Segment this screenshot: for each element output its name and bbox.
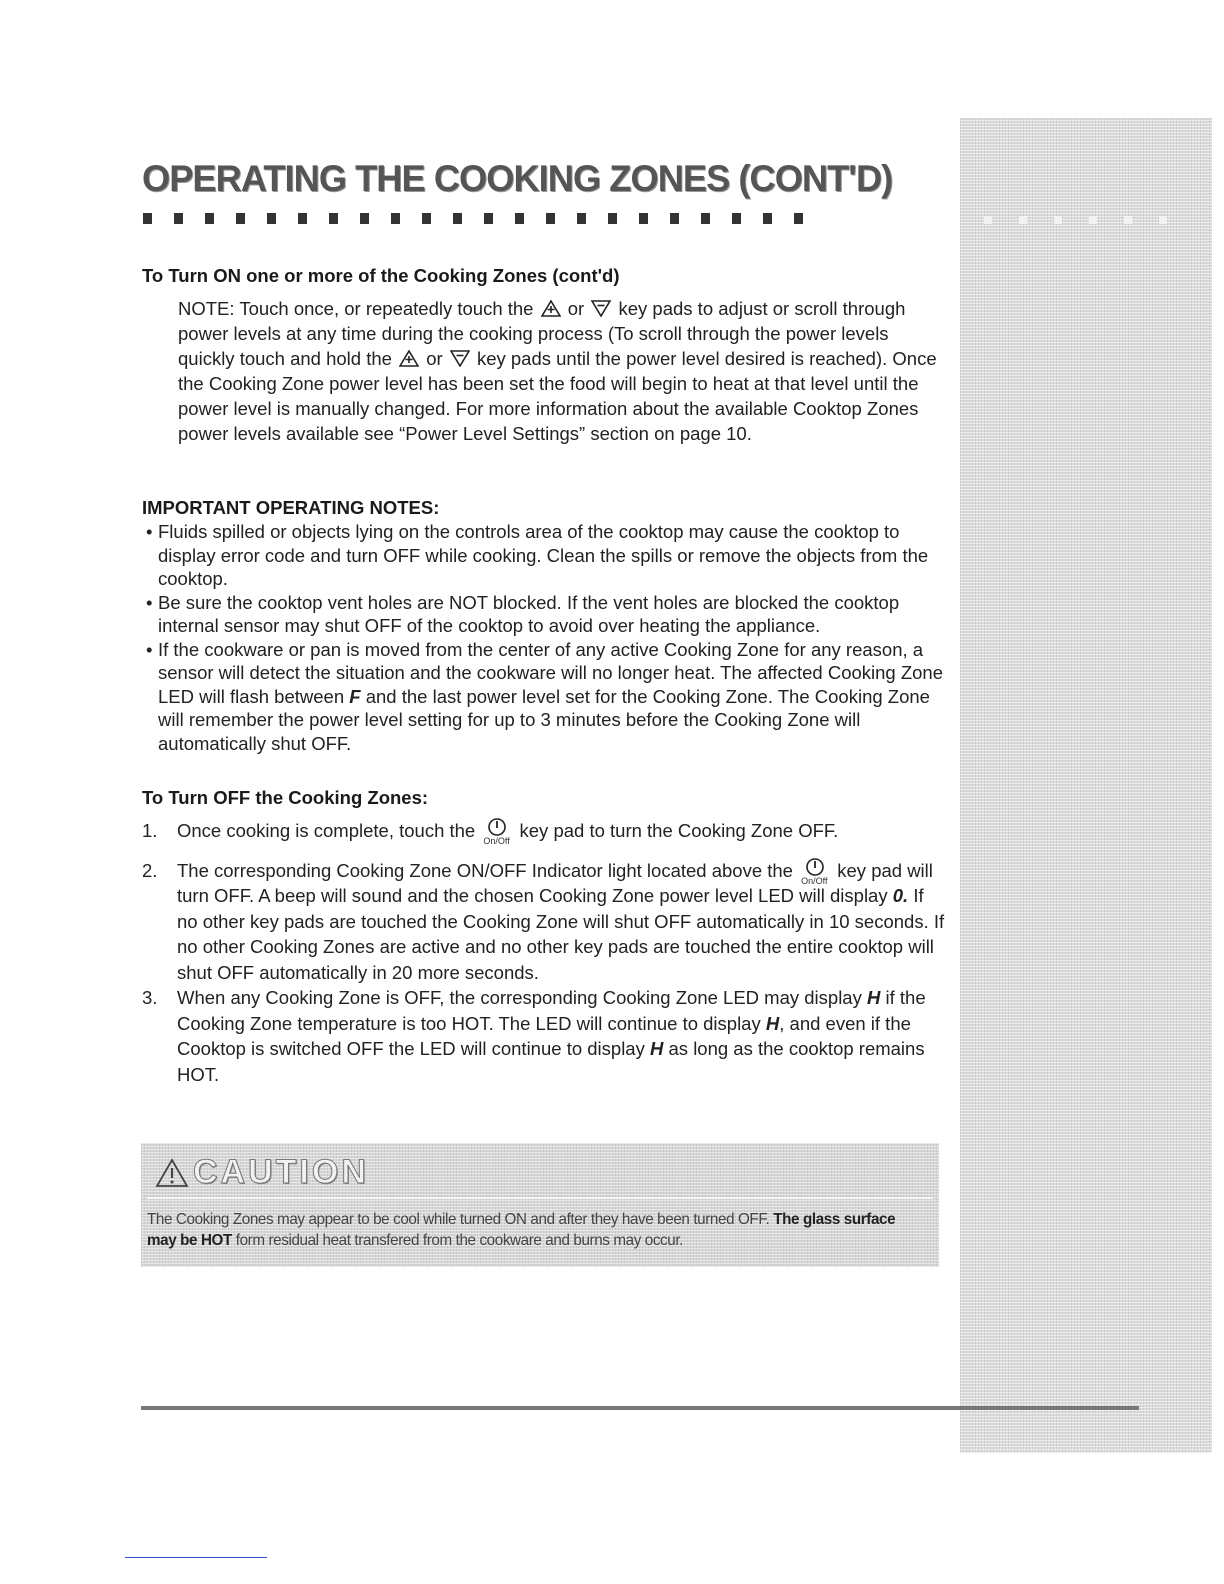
notes-list — [142, 520, 947, 755]
caution-divider — [147, 1197, 933, 1199]
step-text: Once cooking is complete, touch the — [177, 820, 476, 841]
note-text: and the last power level set for the Cooking Zone. The Cooking Zone will remember the power level setting for up to 3 minutes before the Cooking Zone will automatically shut OFF. — [158, 685, 930, 754]
plus-key-icon — [399, 350, 419, 367]
step-text: key pad will turn OFF. A beep will sound and the chosen Cooking Zone power level LED will display — [177, 859, 933, 906]
strip-dot — [984, 216, 992, 224]
led-symbol: F — [349, 685, 361, 707]
title-dot — [174, 213, 183, 224]
note-text: key pads until the power level desired is reached). Once the Cooking Zone power level has been set the food will begin to heat at that level until the power level is manually changed. For more information about the available Cooktop Zones power levels available see “Power Level Settings” section on page 10. — [178, 348, 937, 444]
title-dot — [515, 213, 524, 224]
strip-dot — [1089, 216, 1097, 224]
title-dot — [794, 213, 803, 224]
list-item — [142, 638, 947, 756]
title-dot — [143, 213, 152, 224]
caution-box — [141, 1143, 939, 1267]
side-strip-dots — [984, 216, 1167, 224]
caution-label: CAUTION — [193, 1153, 369, 1191]
led-symbol: H — [866, 987, 881, 1008]
title-dot — [329, 213, 338, 224]
step-text: The corresponding Cooking Zone ON/OFF Indicator light located above the — [177, 859, 793, 881]
turn-on-note — [178, 296, 946, 446]
notes-heading: IMPORTANT OPERATING NOTES: — [142, 497, 440, 518]
title-dot — [763, 213, 772, 224]
strip-dot — [1159, 216, 1167, 224]
title-dot — [546, 213, 555, 224]
or-text: or — [426, 348, 443, 369]
title-dot — [298, 213, 307, 224]
title-dot — [360, 213, 369, 224]
title-dot — [391, 213, 400, 224]
list-item — [142, 858, 947, 986]
power-key-icon — [801, 859, 829, 886]
power-key-icon — [483, 819, 511, 846]
title-dot — [732, 213, 741, 224]
step-number: 2. — [142, 859, 158, 881]
turn-off-heading: To Turn OFF the Cooking Zones: — [142, 787, 429, 808]
strip-dot — [1019, 216, 1027, 224]
led-symbol: H — [650, 1038, 664, 1059]
step-number: 3. — [142, 987, 158, 1008]
or-text: or — [567, 298, 585, 319]
side-strip — [960, 118, 1212, 1453]
list-item: • Fluids spilled or objects lying on the controls area of the cooktop may cause the cooktop to display error code and turn OFF while cooking. Clean the spills or remove the objects from the cooktop. — [142, 520, 947, 591]
bottom-rule — [141, 1406, 1139, 1410]
minus-key-icon — [450, 350, 470, 367]
title-dot — [701, 213, 710, 224]
step-text: When any Cooking Zone is OFF, the corresponding Cooking Zone LED may display — [177, 987, 862, 1008]
title-dot — [577, 213, 586, 224]
plus-key-icon — [541, 300, 561, 317]
title-dot — [670, 213, 679, 224]
step-number: 1. — [142, 820, 158, 841]
list-item — [142, 818, 947, 844]
caution-text — [147, 1209, 898, 1251]
title-dot — [422, 213, 431, 224]
title-dot — [484, 213, 493, 224]
step-text: key pad to turn the Cooking Zone OFF. — [519, 820, 839, 841]
note-text: key pads to adjust or scroll through power levels at any time during the cooking process (To scroll through the power levels quickly touch and hold the — [178, 298, 906, 369]
led-symbol: 0. — [892, 885, 909, 906]
title-dot — [267, 213, 276, 224]
led-symbol: H — [765, 1012, 780, 1034]
note-text: If the cookware or pan is moved from the center of any active Cooking Zone for any reason, a sensor will detect the situation and the cookware will no longer heat. The affected Cooking Zone LED will flash between — [158, 638, 944, 707]
page-title: OPERATING THE COOKING ZONES (CONT'D) — [142, 158, 893, 199]
title-dot — [639, 213, 648, 224]
step-text: , and even if the Cooktop is switched OFF the LED will continue to display — [177, 1012, 911, 1059]
title-dot-rule — [143, 213, 803, 224]
title-dot — [453, 213, 462, 224]
turn-off-steps — [142, 818, 947, 1087]
caution-text-normal: The Cooking Zones may appear to be cool while turned ON and after they have been turned OFF. — [147, 1211, 770, 1228]
minus-key-icon — [591, 300, 611, 317]
list-item: • Be sure the cooktop vent holes are NOT blocked. If the vent holes are blocked the cooktop internal sensor may shut OFF of the cooktop to avoid over heating the appliance. — [142, 591, 947, 638]
warning-triangle-icon — [155, 1158, 189, 1188]
step-text: as long as the cooktop remains HOT. — [177, 1038, 925, 1085]
list-item — [142, 985, 947, 1087]
footnote-rule — [125, 1557, 267, 1558]
onoff-label: On/Off — [801, 875, 828, 886]
title-dot — [608, 213, 617, 224]
title-dot — [236, 213, 245, 224]
strip-dot — [1054, 216, 1062, 224]
title-dot — [205, 213, 214, 224]
note-text: NOTE: Touch once, or repeatedly touch the — [178, 298, 534, 319]
turn-on-heading: To Turn ON one or more of the Cooking Zones (cont'd) — [142, 265, 620, 286]
caution-text-bold: The glass surface may be HOT — [147, 1211, 896, 1249]
caution-text-end: form residual heat transfered from the cookware and burns may occur. — [235, 1232, 684, 1249]
caution-header — [155, 1153, 369, 1192]
step-text: If no other key pads are touched the Cooking Zone will shut OFF automatically in 10 seconds. If no other Cooking Zones are active and no other key pads are touched the entire cooktop will shut OFF automatically in 20 more seconds. — [177, 885, 945, 983]
step-text: if the Cooking Zone temperature is too HOT. The LED will continue to display — [177, 987, 926, 1034]
strip-dot — [1124, 216, 1132, 224]
onoff-label: On/Off — [483, 836, 510, 846]
